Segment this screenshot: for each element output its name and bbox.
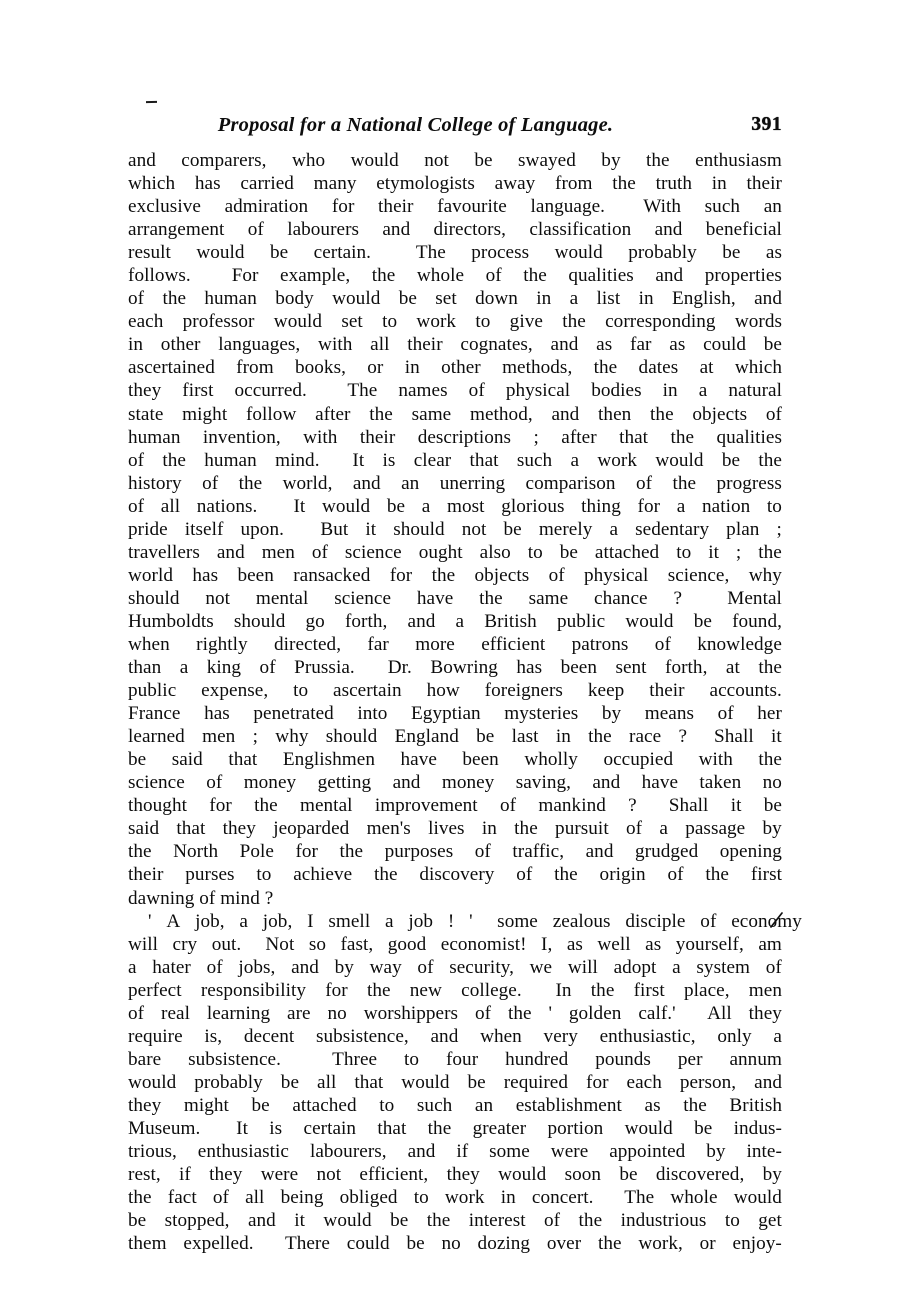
text-line: should not mental science have the same chance ? Mental [128, 587, 782, 609]
text-line: of the human mind. It is clear that such a work would be the [128, 449, 782, 471]
margin-dash-mark [146, 101, 157, 103]
text-line: thought for the mental improvement of mankind ? Shall it be [128, 795, 782, 817]
text-line: science of money getting and money saving, and have taken no [128, 772, 782, 794]
text-line: perfect responsibility for the new college. In the first place, men [128, 979, 782, 1001]
text-line: said that they jeoparded men's lives in the pursuit of a passage by [128, 818, 782, 840]
text-line: be said that Englishmen have been wholly occupied with the [128, 749, 782, 771]
text-line: of all nations. It would be a most glorious thing for a nation to [128, 495, 782, 517]
text-line: the North Pole for the purposes of traffic, and grudged opening [128, 841, 782, 863]
running-head [128, 114, 782, 140]
text-line: Humboldts should go forth, and a British public would be found, [128, 610, 782, 632]
text-line: their purses to achieve the discovery of the origin of the first [128, 864, 782, 886]
text-line: public expense, to ascertain how foreigners keep their accounts. [128, 680, 782, 702]
page-number: 391 [751, 114, 782, 135]
text-line: ascertained from books, or in other methods, the dates at which [128, 357, 782, 379]
text-line: human invention, with their descriptions ; after that the qualities [128, 426, 782, 448]
text-line: when rightly directed, far more efficient patrons of knowledge [128, 633, 782, 655]
text-line: which has carried many etymologists away from the truth in their [128, 173, 782, 195]
text-line: exclusive admiration for their favourite language. With such an [128, 196, 782, 218]
text-line: in other languages, with all their cognates, and as far as could be [128, 334, 782, 356]
text-line: travellers and men of science ought also to be attached to it ; the [128, 541, 782, 563]
text-line: will cry out. Not so fast, good economist! I, as well as yourself, am [128, 933, 782, 955]
text-line: the fact of all being obliged to work in concert. The whole would [128, 1187, 782, 1209]
text-line: result would be certain. The process would probably be as [128, 242, 782, 264]
text-line: Museum. It is certain that the greater portion would be indus- [128, 1117, 782, 1139]
text-line: than a king of Prussia. Dr. Bowring has been sent forth, at the [128, 657, 782, 679]
text-line: they first occurred. The names of physical bodies in a natural [128, 380, 782, 402]
text-line: France has penetrated into Egyptian mysteries by means of her [128, 703, 782, 725]
text-line: dawning of mind ? [128, 887, 274, 909]
text-line: and comparers, who would not be swayed by the enthusiasm [128, 150, 782, 171]
text-line: world has been ransacked for the objects of physical science, why [128, 564, 782, 586]
text-line: be stopped, and it would be the interest of the industrious to get [128, 1210, 782, 1232]
body-text-block [128, 149, 802, 1255]
text-line: of real learning are no worshippers of the ' golden calf.' All they [128, 1002, 782, 1024]
text-line: pride itself upon. But it should not be merely a sedentary plan ; [128, 518, 782, 540]
text-line: follows. For example, the whole of the qualities and properties [128, 265, 782, 287]
text-line: rest, if they were not efficient, they would soon be discovered, by [128, 1164, 782, 1186]
text-line: would probably be all that would be required for each person, and [128, 1071, 782, 1093]
text-line: history of the world, and an unerring comparison of the progress [128, 472, 782, 494]
text-line: require is, decent subsistence, and when very enthusiastic, only a [128, 1025, 782, 1047]
text-line: state might follow after the same method, and then the objects of [128, 403, 782, 425]
text-line: trious, enthusiastic labourers, and if some were appointed by inte- [128, 1141, 782, 1163]
text-line: arrangement of labourers and directors, classification and beneficial [128, 219, 782, 241]
running-head-title: Proposal for a National College of Language. [217, 114, 614, 136]
text-line: a hater of jobs, and by way of security, we will adopt a system of [128, 956, 782, 978]
text-line: them expelled. There could be no dozing over the work, or enjoy- [128, 1233, 782, 1255]
text-line: ' A job, a job, I smell a job ! ' some zealous disciple of economy [148, 910, 802, 932]
text-line: of the human body would be set down in a list in English, and [128, 288, 782, 310]
text-line: bare subsistence. Three to four hundred pounds per annum [128, 1048, 782, 1070]
text-line: learned men ; why should England be last in the race ? Shall it [128, 726, 782, 748]
text-line: they might be attached to such an establishment as the British [128, 1094, 782, 1116]
text-line: each professor would set to work to give the corresponding words [128, 311, 782, 333]
